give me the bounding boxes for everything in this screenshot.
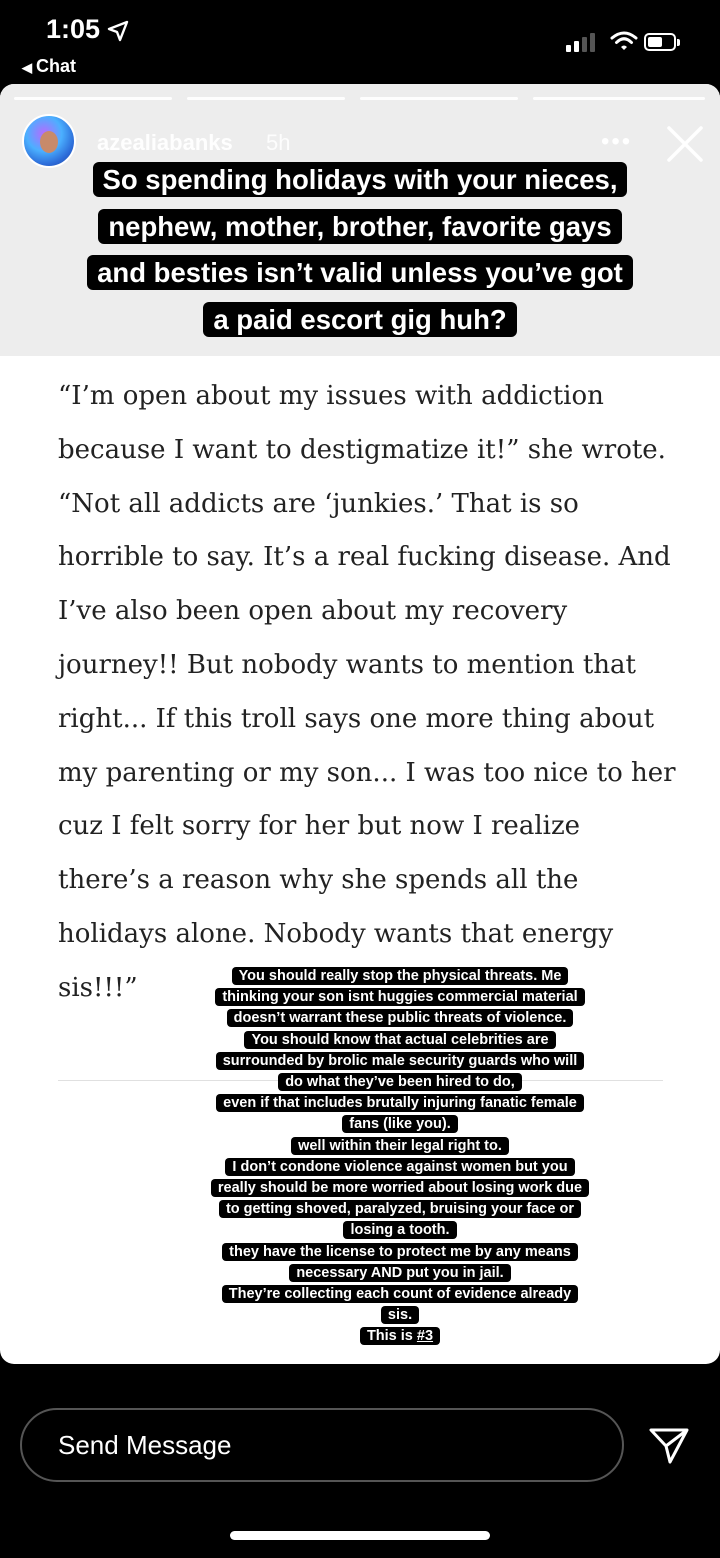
overlay-line: You should really stop the physical threats. Me (232, 967, 569, 985)
overlay-line: even if that includes brutally injuring fanatic female (216, 1094, 584, 1112)
battery-icon (644, 33, 676, 51)
overlay-text-block (170, 966, 630, 1348)
caption-line: nephew, mother, brother, favorite gays (98, 209, 621, 244)
cellular-signal-icon (566, 32, 600, 52)
send-direct-icon[interactable] (648, 1426, 690, 1466)
back-to-chat-button[interactable] (22, 56, 76, 77)
overlay-line: fans (like you). (342, 1115, 458, 1133)
wifi-icon (610, 30, 638, 52)
article-quote: “I’m open about my issues with addiction because I want to destigmatize it!” she wrote. “Not all addicts are ‘junkies.’ That is so horrible to say. It’s a real fucking disease. And I’ve also been open about my recovery journey!! But nobody wants to mention that right... If this troll says one more thing about my parenting or my son... I was too nice to her cuz I felt sorry for her but now I realize there’s a reason why she spends all the holidays alone. Nobody wants that energy sis!!!” (58, 381, 676, 1003)
overlay-line: thinking your son isnt huggies commercial material (215, 988, 584, 1006)
overlay-line: You should know that actual celebrities are (244, 1031, 555, 1049)
overlay-prefix: This is (366, 1328, 417, 1345)
overlay-line: they have the license to protect me by any means (222, 1243, 578, 1261)
caption-line: So spending holidays with your nieces, (93, 162, 628, 197)
overlay-line: do what they’ve been hired to do, (278, 1073, 522, 1091)
status-time: 1:05 (46, 14, 101, 44)
overlay-line: losing a tooth. (343, 1221, 456, 1239)
caption-line: a paid escort gig huh? (203, 302, 516, 337)
overlay-line: I don’t condone violence against women but you (225, 1158, 574, 1176)
location-arrow-icon (107, 20, 129, 42)
back-label: Chat (36, 56, 76, 76)
more-options-icon[interactable]: ••• (601, 128, 633, 155)
close-icon[interactable] (665, 124, 705, 164)
back-triangle-icon: ◀ (22, 60, 32, 75)
overlay-line: They’re collecting each count of evidence already (222, 1285, 578, 1303)
status-bar (0, 0, 720, 84)
story-time-ago: 5h (266, 130, 291, 155)
story-progress-segment (533, 97, 705, 100)
story-card[interactable] (0, 84, 720, 1364)
story-progress-segment (187, 97, 345, 100)
overlay-line: doesn’t warrant these public threats of violence. (227, 1009, 574, 1027)
caption-line: and besties isn’t valid unless you’ve got (87, 255, 633, 290)
home-indicator[interactable] (230, 1531, 490, 1540)
hashtag-link[interactable]: #3 (416, 1328, 434, 1345)
send-message-input[interactable] (20, 1408, 624, 1482)
overlay-line-last (360, 1327, 440, 1345)
overlay-line: to getting shoved, paralyzed, bruising your face or (219, 1200, 581, 1218)
overlay-line: really should be more worried about losing work due (211, 1179, 589, 1197)
story-caption (0, 159, 720, 345)
overlay-line: surrounded by brolic male security guards who will (216, 1052, 585, 1070)
story-header-area (0, 84, 720, 356)
story-progress-segment (14, 97, 172, 100)
overlay-line: well within their legal right to. (291, 1137, 509, 1155)
overlay-line: sis. (381, 1306, 419, 1324)
send-message-placeholder: Send Message (58, 1430, 232, 1460)
story-progress-segment (360, 97, 518, 100)
story-username[interactable]: azealiabanks (97, 130, 233, 155)
overlay-line: necessary AND put you in jail. (289, 1264, 510, 1282)
